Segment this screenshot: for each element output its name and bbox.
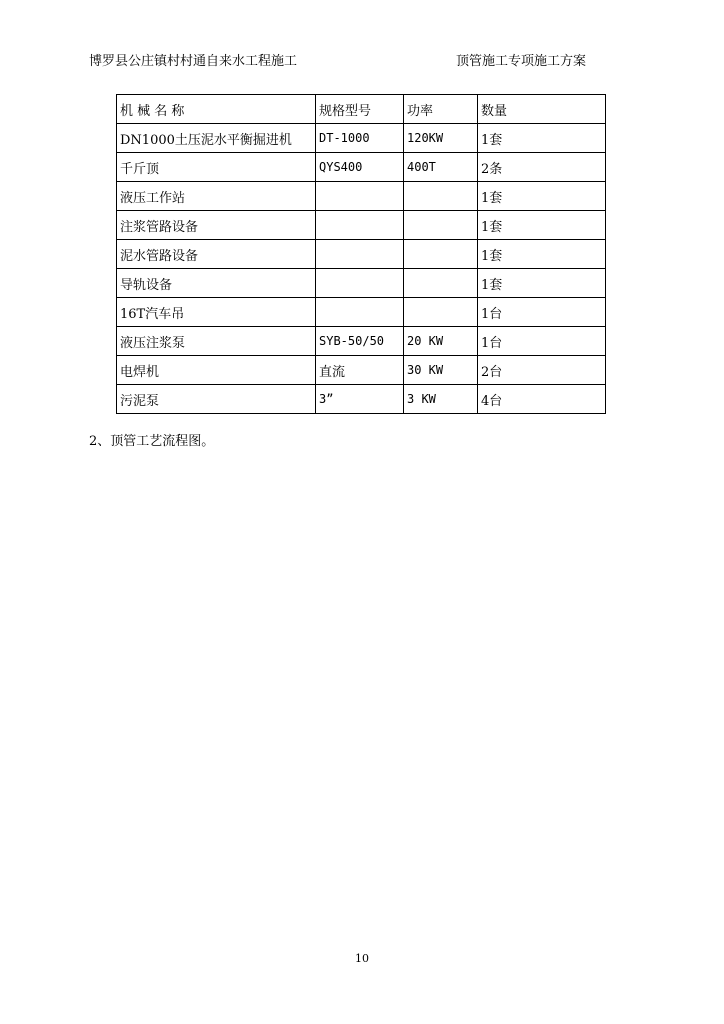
cell-name: 导轨设备 xyxy=(117,269,316,298)
cell-qty: 1台 xyxy=(478,327,606,356)
cell-power: 120KW xyxy=(404,124,478,153)
header-document-title: 顶管施工专项施工方案 xyxy=(456,54,587,69)
cell-power: 30 KW xyxy=(404,356,478,385)
cell-name: 注浆管路设备 xyxy=(117,211,316,240)
equipment-table xyxy=(116,94,606,414)
table-row xyxy=(117,124,606,153)
cell-qty: 1台 xyxy=(478,298,606,327)
cell-spec: SYB-50/50 xyxy=(316,327,404,356)
cell-spec xyxy=(316,240,404,269)
cell-spec xyxy=(316,182,404,211)
cell-spec: 3” xyxy=(316,385,404,414)
table-row xyxy=(117,153,606,182)
cell-power: 3 KW xyxy=(404,385,478,414)
cell-spec xyxy=(316,269,404,298)
header-cell-qty: 数量 xyxy=(478,95,606,124)
table-row xyxy=(117,298,606,327)
cell-qty: 1套 xyxy=(478,182,606,211)
cell-name: 液压注浆泵 xyxy=(117,327,316,356)
table-row xyxy=(117,327,606,356)
header-project-title: 博罗县公庄镇村村通自来水工程施工 xyxy=(89,54,298,69)
table-row xyxy=(117,240,606,269)
header-cell-spec: 规格型号 xyxy=(316,95,404,124)
table-row xyxy=(117,356,606,385)
cell-name: 液压工作站 xyxy=(117,182,316,211)
cell-qty: 4台 xyxy=(478,385,606,414)
cell-name: 千斤顶 xyxy=(117,153,316,182)
cell-power xyxy=(404,240,478,269)
cell-power: 20 KW xyxy=(404,327,478,356)
table-row xyxy=(117,269,606,298)
cell-spec: DT-1000 xyxy=(316,124,404,153)
section-heading: 2、顶管工艺流程图。 xyxy=(89,434,215,449)
table-row xyxy=(117,211,606,240)
table-header-row xyxy=(117,95,606,124)
cell-power xyxy=(404,182,478,211)
table-row xyxy=(117,182,606,211)
cell-name: 16T汽车吊 xyxy=(117,298,316,327)
cell-qty: 1套 xyxy=(478,269,606,298)
cell-qty: 1套 xyxy=(478,211,606,240)
cell-name: DN1000土压泥水平衡掘进机 xyxy=(117,124,316,153)
cell-spec xyxy=(316,211,404,240)
header-cell-name: 机 械 名 称 xyxy=(117,95,316,124)
cell-qty: 2台 xyxy=(478,356,606,385)
cell-name: 电焊机 xyxy=(117,356,316,385)
cell-name: 污泥泵 xyxy=(117,385,316,414)
cell-qty: 2条 xyxy=(478,153,606,182)
header-cell-power: 功率 xyxy=(404,95,478,124)
cell-name: 泥水管路设备 xyxy=(117,240,316,269)
cell-qty: 1套 xyxy=(478,124,606,153)
cell-power: 400T xyxy=(404,153,478,182)
cell-power xyxy=(404,269,478,298)
page-number: 10 xyxy=(355,952,369,965)
cell-spec: 直流 xyxy=(316,356,404,385)
cell-spec xyxy=(316,298,404,327)
cell-power xyxy=(404,211,478,240)
cell-qty: 1套 xyxy=(478,240,606,269)
cell-power xyxy=(404,298,478,327)
cell-spec: QYS400 xyxy=(316,153,404,182)
table-row xyxy=(117,385,606,414)
